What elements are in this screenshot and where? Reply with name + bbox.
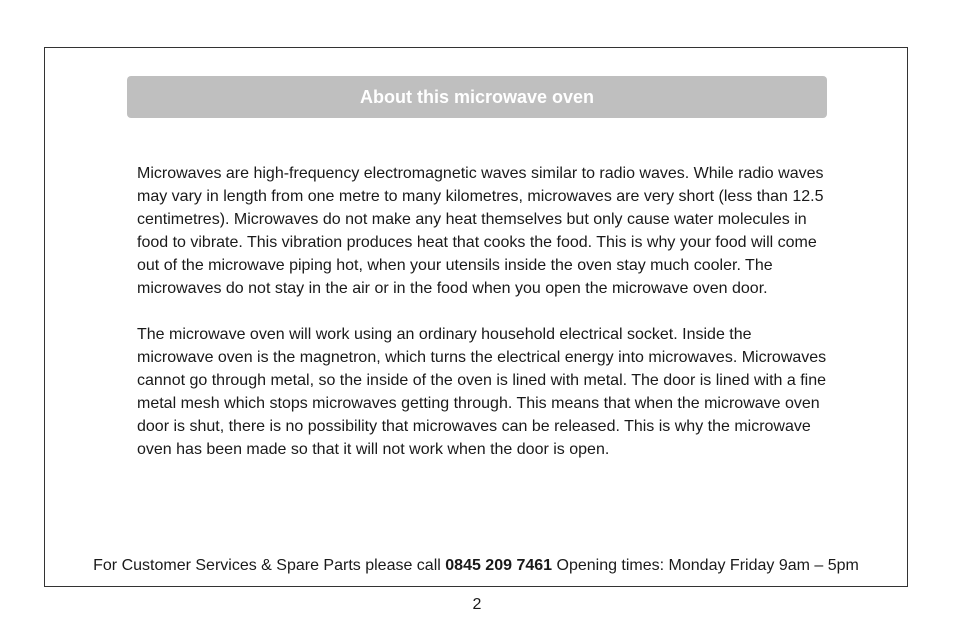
page-number: 2 xyxy=(472,596,482,613)
page-frame xyxy=(44,47,908,587)
footer-prefix: For Customer Services & Spare Parts please call xyxy=(93,557,446,574)
customer-services-footer xyxy=(45,557,907,575)
section-title: About this microwave oven xyxy=(359,86,595,107)
body-text xyxy=(137,162,827,484)
section-title-bar xyxy=(127,76,827,118)
footer-opening-times: Opening times: Monday Friday 9am – 5pm xyxy=(552,557,859,574)
paragraph-oven-operation: The microwave oven will work using an ordinary household electrical socket. Inside the microwave oven is the magnetron, which turns the electrical energy into microwaves. Microwaves cannot go through metal, so the inside of the oven is lined with metal. The door is lined with a fine metal mesh which stops microwaves getting through. This means that when the microwave oven door is shut, there is no possibility that microwaves can be released. This is why the microwave oven has been made so that it will not work when the door is open. xyxy=(137,326,827,458)
footer-phone-number: 0845 209 7461 xyxy=(445,557,553,574)
paragraph-microwaves: Microwaves are high-frequency electromagnetic waves similar to radio waves. While radio waves may vary in length from one metre to many kilometres, microwaves are very short (less than 12.5 centimetres). Microwaves do not make any heat themselves but only cause water molecules in food to vibrate. This vibration produces heat that cooks the food. This is why your food will come out of the microwave piping hot, when your utensils inside the oven stay much cooler. The microwaves do not stay in the air or in the food when you open the microwave oven door. xyxy=(137,165,824,297)
